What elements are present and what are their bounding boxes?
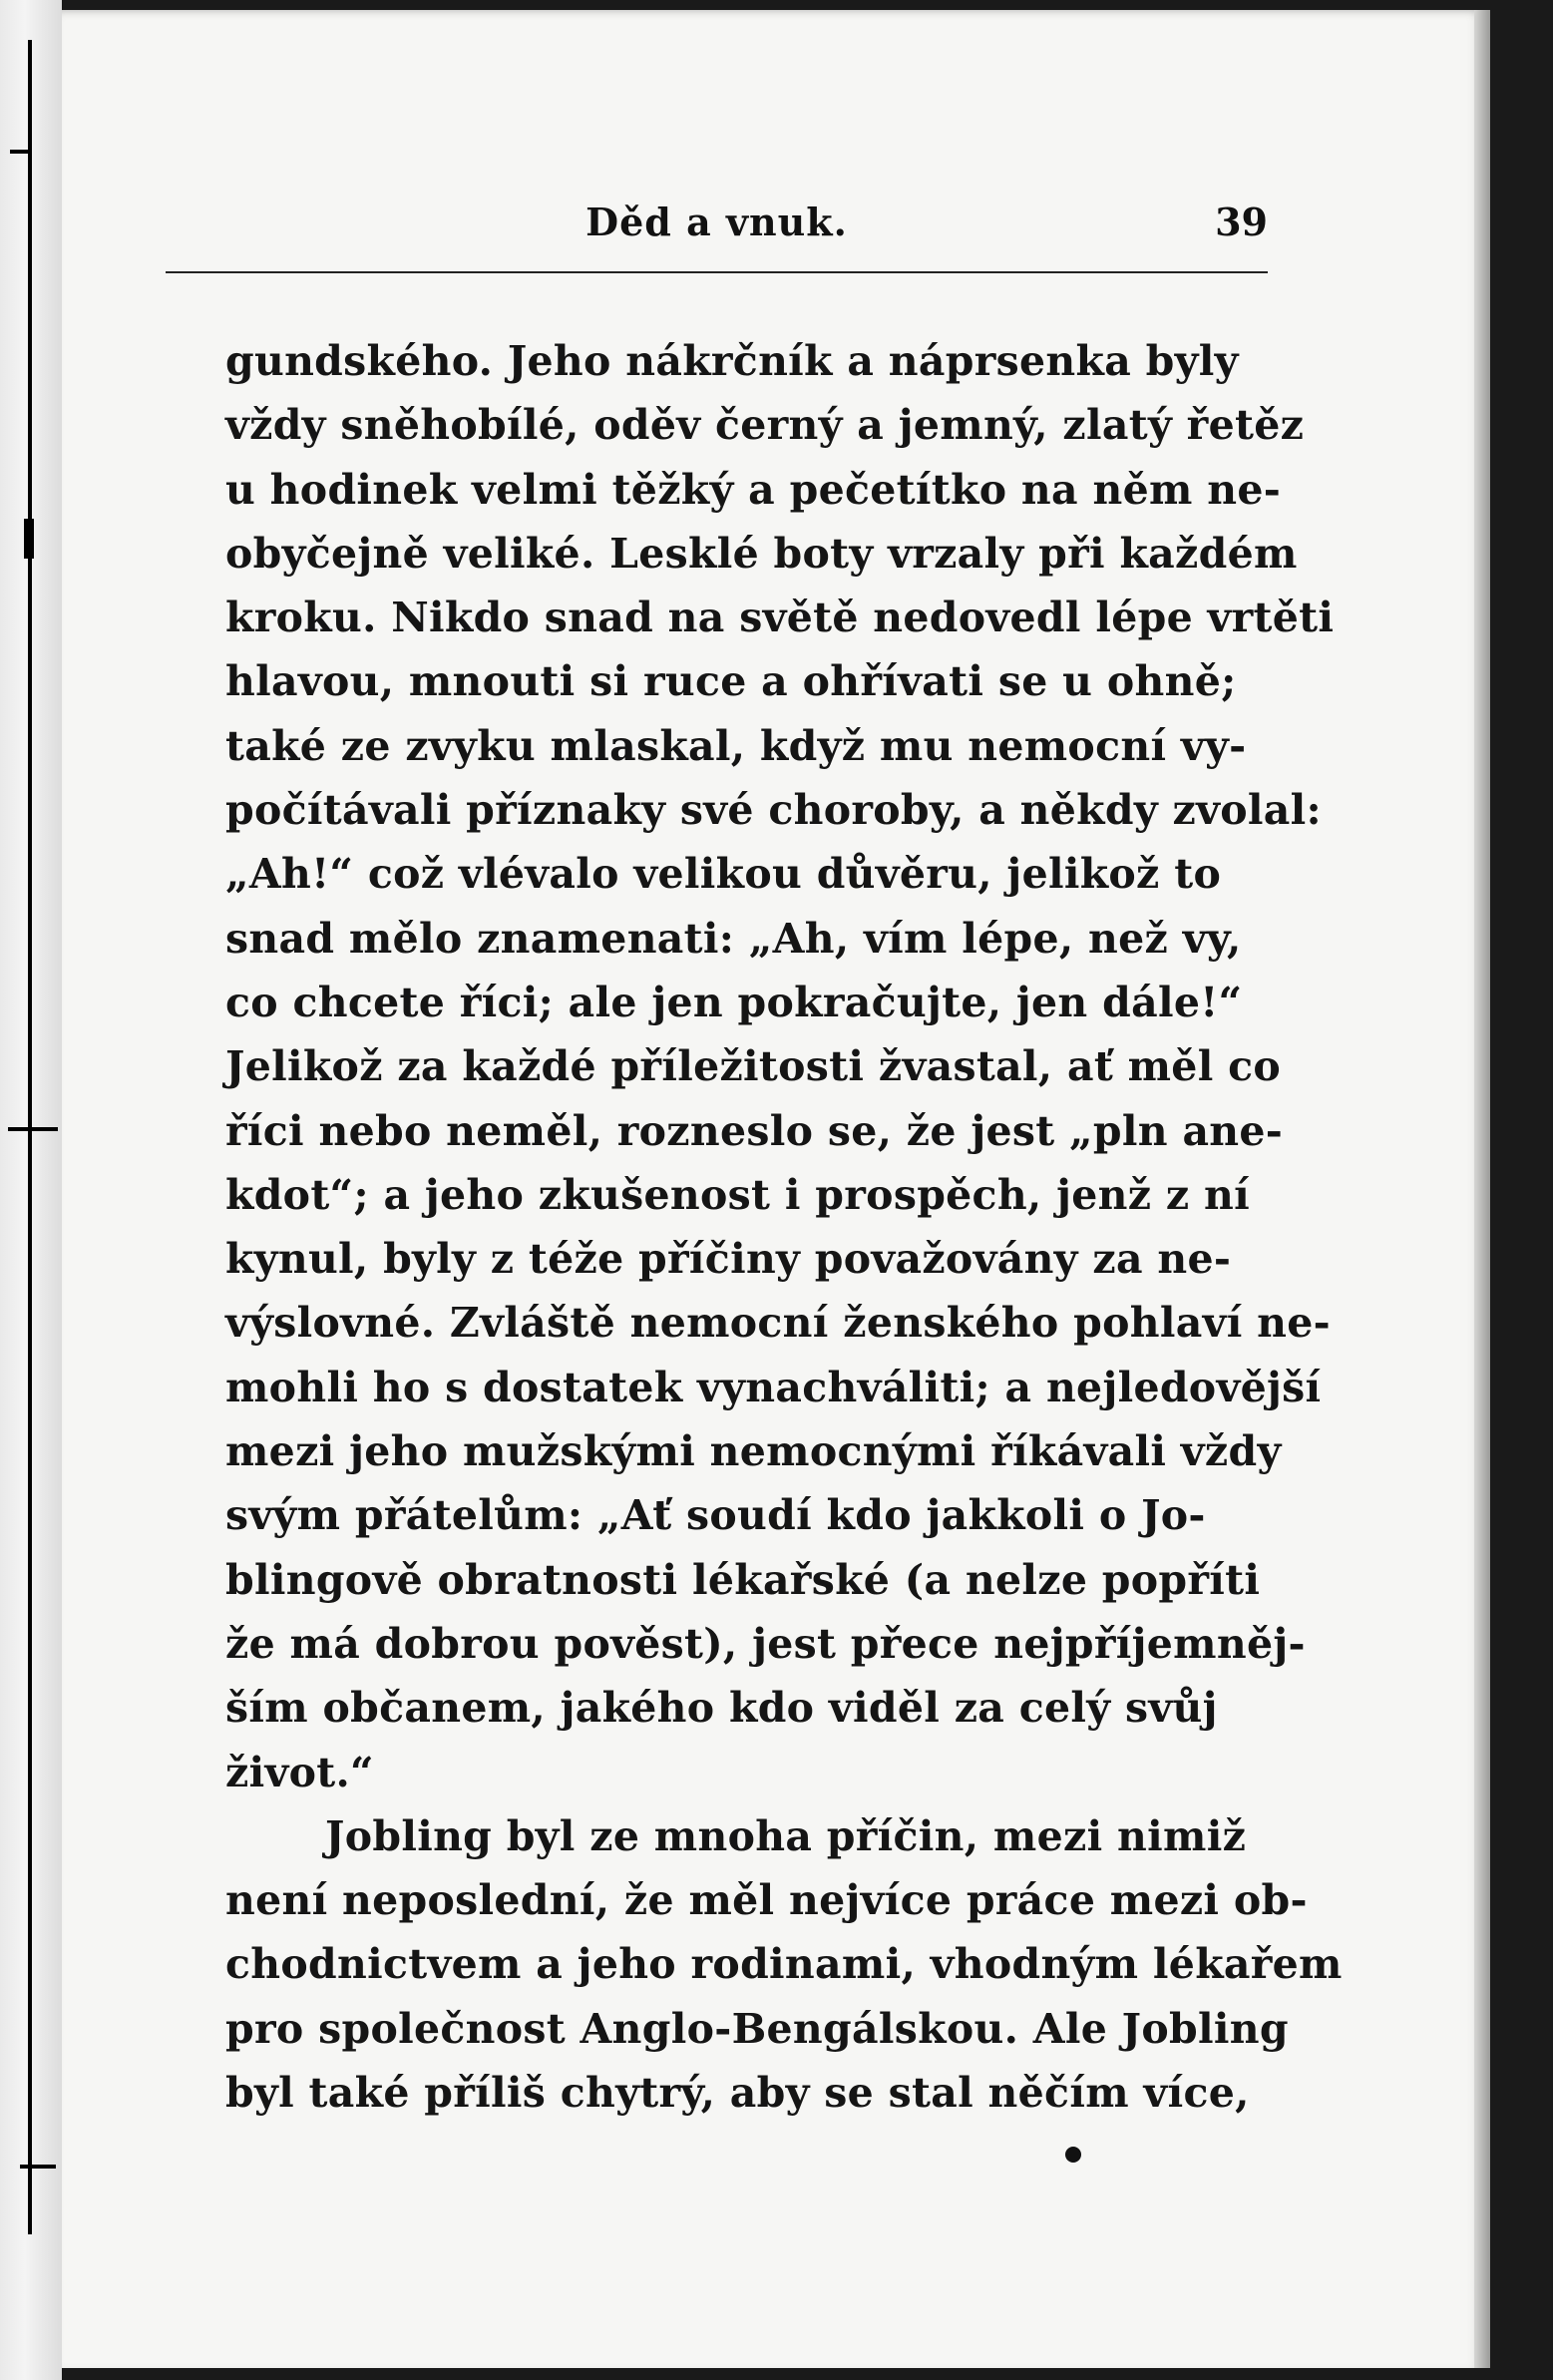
text-line: obyčejně veliké. Lesklé boty vrzaly při každém (225, 529, 1298, 578)
text-line: kynul, byly z téže příčiny považovány za ne- (225, 1235, 1232, 1284)
text-line: u hodinek velmi těžký a pečetítko na něm ne- (225, 465, 1282, 514)
text-line: byl také příliš chytrý, aby se stal něčím více, (225, 2069, 1250, 2118)
page-number: 39 (1215, 199, 1268, 244)
ink-dot (1065, 2147, 1081, 2163)
body-text (225, 329, 1343, 2125)
text-line: hlavou, mnouti si ruce a ohřívati se u ohně; (225, 657, 1237, 706)
text-line: co chcete říci; ale jen pokračujte, jen dále!“ (225, 978, 1243, 1026)
text-line: výslovné. Zvláště nemocní ženského pohlaví ne- (225, 1299, 1331, 1348)
text-line: mohli ho s dostatek vynachváliti; a nejledovější (225, 1363, 1322, 1411)
text-line: kdot“; a jeho zkušenost i prospěch, jenž z ní (225, 1170, 1251, 1219)
page-header (166, 199, 1268, 259)
text-line: také ze zvyku mlaskal, když mu nemocní vy- (225, 721, 1247, 770)
text-line: život.“ (225, 1748, 374, 1796)
text-line: kroku. Nikdo snad na světě nedovedl lépe vrtěti (225, 594, 1335, 642)
text-line: snad mělo znamenati: „Ah, vím lépe, než vy, (225, 914, 1242, 963)
text-line: počítávali příznaky své choroby, a někdy zvolal: (225, 786, 1322, 835)
text-line: vždy sněhobílé, oděv černý a jemný, zlatý řetěz (225, 401, 1305, 450)
text-line: Jelikož za každé příležitosti žvastal, ať měl co (225, 1042, 1282, 1091)
text-line: mezi jeho mužskými nemocnými říkávali vždy (225, 1427, 1282, 1476)
scan-left-margin (0, 0, 62, 2380)
text-line: chodnictvem a jeho rodinami, vhodným lékařem (225, 1940, 1343, 1989)
text-line: pro společnost Anglo-Bengálskou. Ale Jobling (225, 2004, 1289, 2053)
running-title: Děd a vnuk. (585, 199, 848, 244)
header-rule (166, 271, 1268, 273)
text-line: svým přátelům: „Ať soudí kdo jakkoli o Jo- (225, 1491, 1206, 1540)
text-line: „Ah!“ což vlévalo velikou důvěru, jelikož to (225, 850, 1222, 899)
text-line: říci nebo neměl, rozneslo se, že jest „pln ane- (225, 1106, 1284, 1155)
text-line: není neposlední, že měl nejvíce práce mezi ob- (225, 1876, 1308, 1925)
text-line: ším občanem, jakého kdo viděl za celý svůj (225, 1684, 1218, 1733)
text-line: že má dobrou pověst), jest přece nejpříjemněj- (225, 1619, 1306, 1668)
text-line: gundského. Jeho nákrčník a náprsenka byly (225, 337, 1239, 385)
page-edge-shadow (1474, 10, 1490, 2368)
paragraph-start-line: Jobling byl ze mnoha příčin, mezi nimiž (325, 1811, 1247, 1860)
text-line: blingově obratnosti lékařské (a nelze popříti (225, 1555, 1261, 1604)
